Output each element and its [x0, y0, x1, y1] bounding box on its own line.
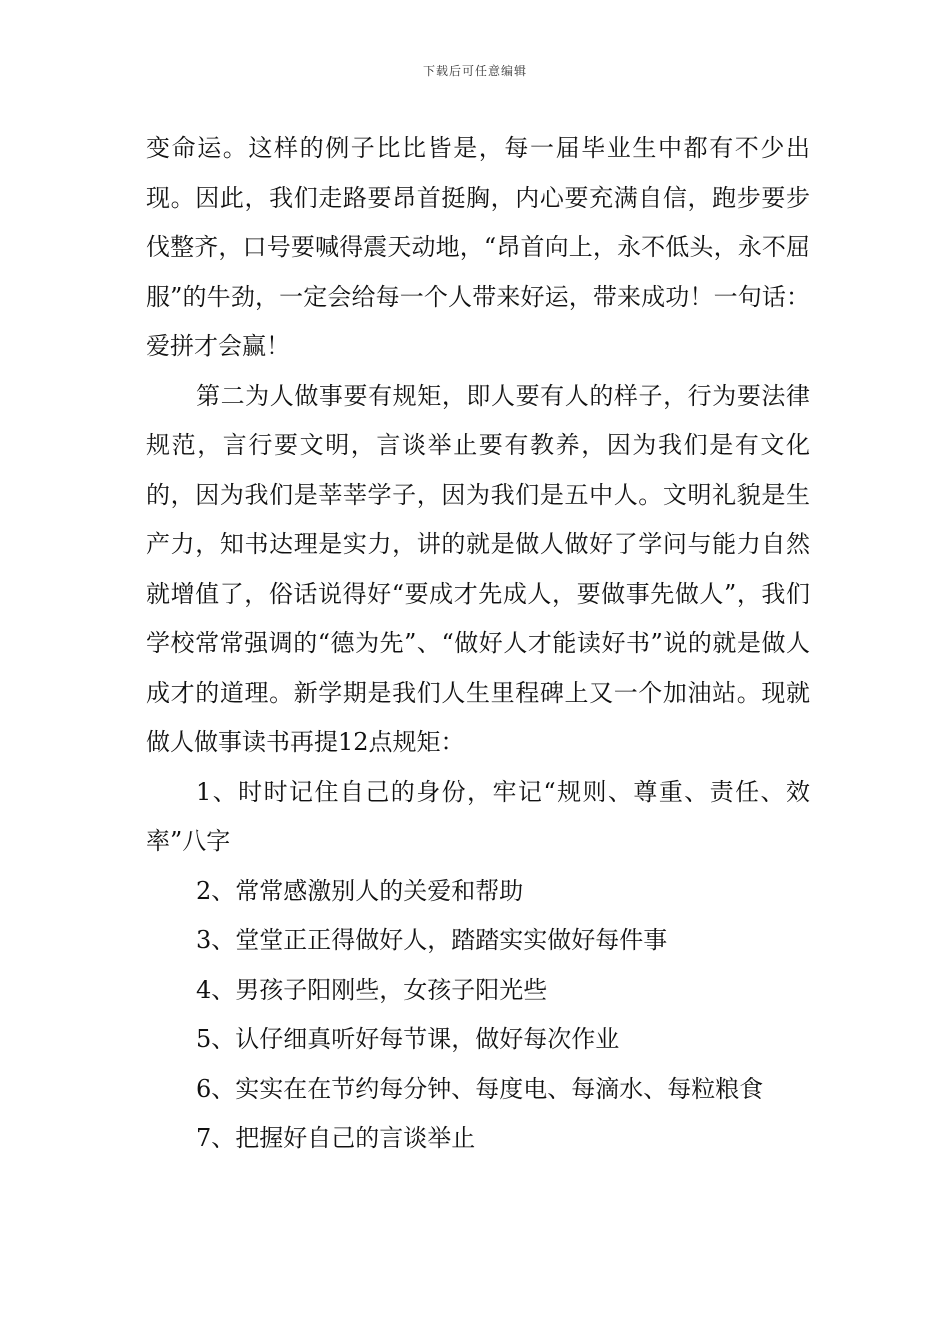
list-item-rule-3: 3、堂堂正正得做好人，踏踏实实做好每件事: [196, 926, 668, 954]
paragraph-rules-intro: 第二为人做事要有规矩，即人要有人的样子，行为要法律规范，言行要文明，言谈举止要有教养，因为我们是有文化的，因为我们是莘莘学子，因为我们是五中人。文明礼貌是生产力，知书达理是实力，讲的就是做人做好了学问与能力自然就增值了，俗话说得好“要成才先成人，要做事先做人”，我们学校常常强调的“德为先”、“做好人才能读好书”说的就是做人成才的道理。新学期是我们人生里程碑上又一个加油站。现就做人做事读书再提12点规矩：: [146, 381, 810, 756]
list-item-rule-2: 2、常常感激别人的关爱和帮助: [196, 876, 524, 905]
list-item-rule-6: 6、实实在在节约每分钟、每度电、每滴水、每粒粮食: [196, 1074, 764, 1103]
list-item-rule-1: 1、时时记住自己的身份，牢记“规则、尊重、责任、效率”八字: [146, 777, 810, 855]
document-body: [146, 124, 810, 1164]
list-item-rule-5: 5、认仔细真听好每节课，做好每次作业: [196, 1025, 620, 1053]
paragraph-continuation: 变命运。这样的例子比比皆是，每一届毕业生中都有不少出现。因此，我们走路要昂首挺胸，内心要充满自信，跑步要步伐整齐，口号要喊得震天动地，“昂首向上，永不低头，永不屈服”的牛劲，一定会给每一个人带来好运，带来成功！一句话：爱拼才会赢！: [146, 134, 810, 360]
list-item-rule-7: 7、把握好自己的言谈举止: [196, 1124, 476, 1152]
page-header: 下载后可任意编辑: [422, 64, 527, 78]
list-item-rule-4: 4、男孩子阳刚些，女孩子阳光些: [196, 975, 548, 1004]
